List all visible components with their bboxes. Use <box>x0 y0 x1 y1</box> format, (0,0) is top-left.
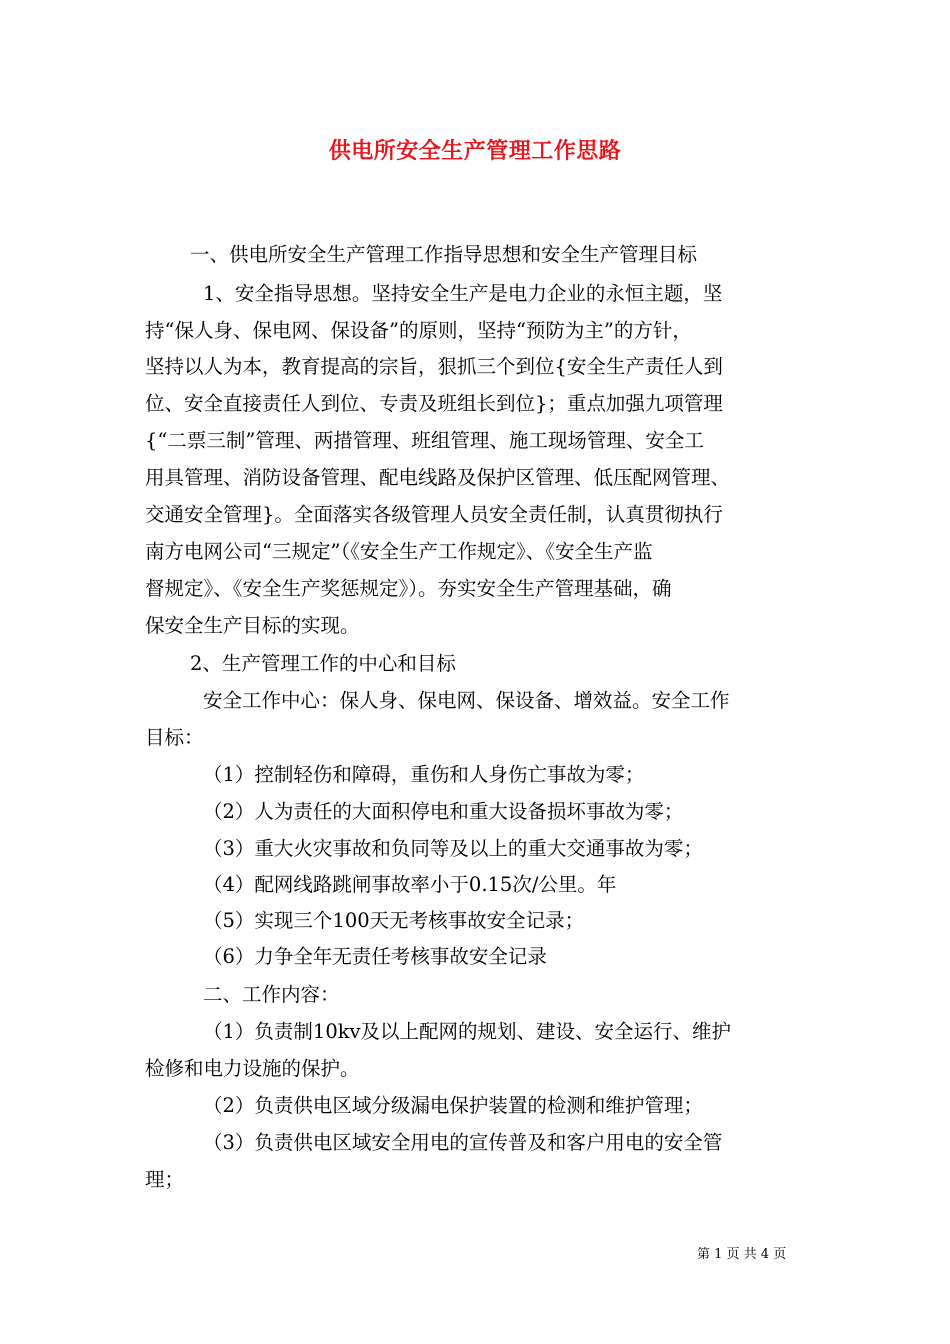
paragraph-line: 1、安全指导思想。坚持安全生产是电力企业的永恒主题，坚 <box>203 282 723 305</box>
list-item: （2）负责供电区域分级漏电保护装置的检测和维护管理； <box>203 1094 703 1117</box>
paragraph-line: 南方电网公司“三规定”（《安全生产工作规定》、《安全生产监 <box>145 540 653 563</box>
paragraph-line: 位、安全直接责任人到位、专责及班组长到位}；重点加强九项管理 <box>145 392 723 415</box>
paragraph-line: 持“保人身、保电网、保设备”的原则，坚持“预防为主”的方针， <box>145 319 692 342</box>
list-item: （6）力争全年无责任考核事故安全记录 <box>203 945 547 968</box>
list-item: （3）重大火灾事故和负同等及以上的重大交通事故为零； <box>203 837 703 860</box>
list-item: （4）配网线路跳闸事故率小于0.15次/公里。年 <box>203 873 617 896</box>
paragraph-line: 理； <box>145 1168 185 1191</box>
paragraph-line: 督规定》、《安全生产奖惩规定》）。夯实安全生产管理基础，确 <box>145 577 672 600</box>
paragraph-line: 交通安全管理}。全面落实各级管理人员安全责任制，认真贯彻执行 <box>145 503 723 526</box>
document-title: 供电所安全生产管理工作思路 <box>328 138 622 164</box>
section-heading-2: 二、工作内容： <box>203 983 340 1006</box>
list-item: （2）人为责任的大面积停电和重大设备损坏事故为零； <box>203 800 684 823</box>
page-number-footer: 第 1 页 共 4 页 <box>697 1247 787 1262</box>
paragraph-line: 安全工作中心：保人身、保电网、保设备、增效益。安全工作 <box>203 689 730 712</box>
paragraph-line: 用具管理、消防设备管理、配电线路及保护区管理、低压配网管理、 <box>145 466 731 489</box>
list-item: （3）负责供电区域安全用电的宣传普及和客户用电的安全管 <box>203 1131 723 1154</box>
paragraph-line: 坚持以人为本，教育提高的宗旨，狠抓三个到位{安全生产责任人到 <box>145 355 723 378</box>
subsection-heading: 2、生产管理工作的中心和目标 <box>190 652 456 675</box>
list-item: （1）控制轻伤和障碍，重伤和人身伤亡事故为零； <box>203 763 645 786</box>
list-item: （1）负责制10kv及以上配网的规划、建设、安全运行、维护 <box>203 1020 732 1043</box>
paragraph-line: 保安全生产目标的实现。 <box>145 614 360 637</box>
paragraph-line: {“二票三制”管理、两措管理、班组管理、施工现场管理、安全工 <box>145 429 704 452</box>
paragraph-line: 目标： <box>145 726 204 749</box>
section-heading-1: 一、供电所安全生产管理工作指导思想和安全生产管理目标 <box>190 243 698 266</box>
list-item: （5）实现三个100天无考核事故安全记录； <box>203 909 585 932</box>
paragraph-line: 检修和电力设施的保护。 <box>145 1057 360 1080</box>
